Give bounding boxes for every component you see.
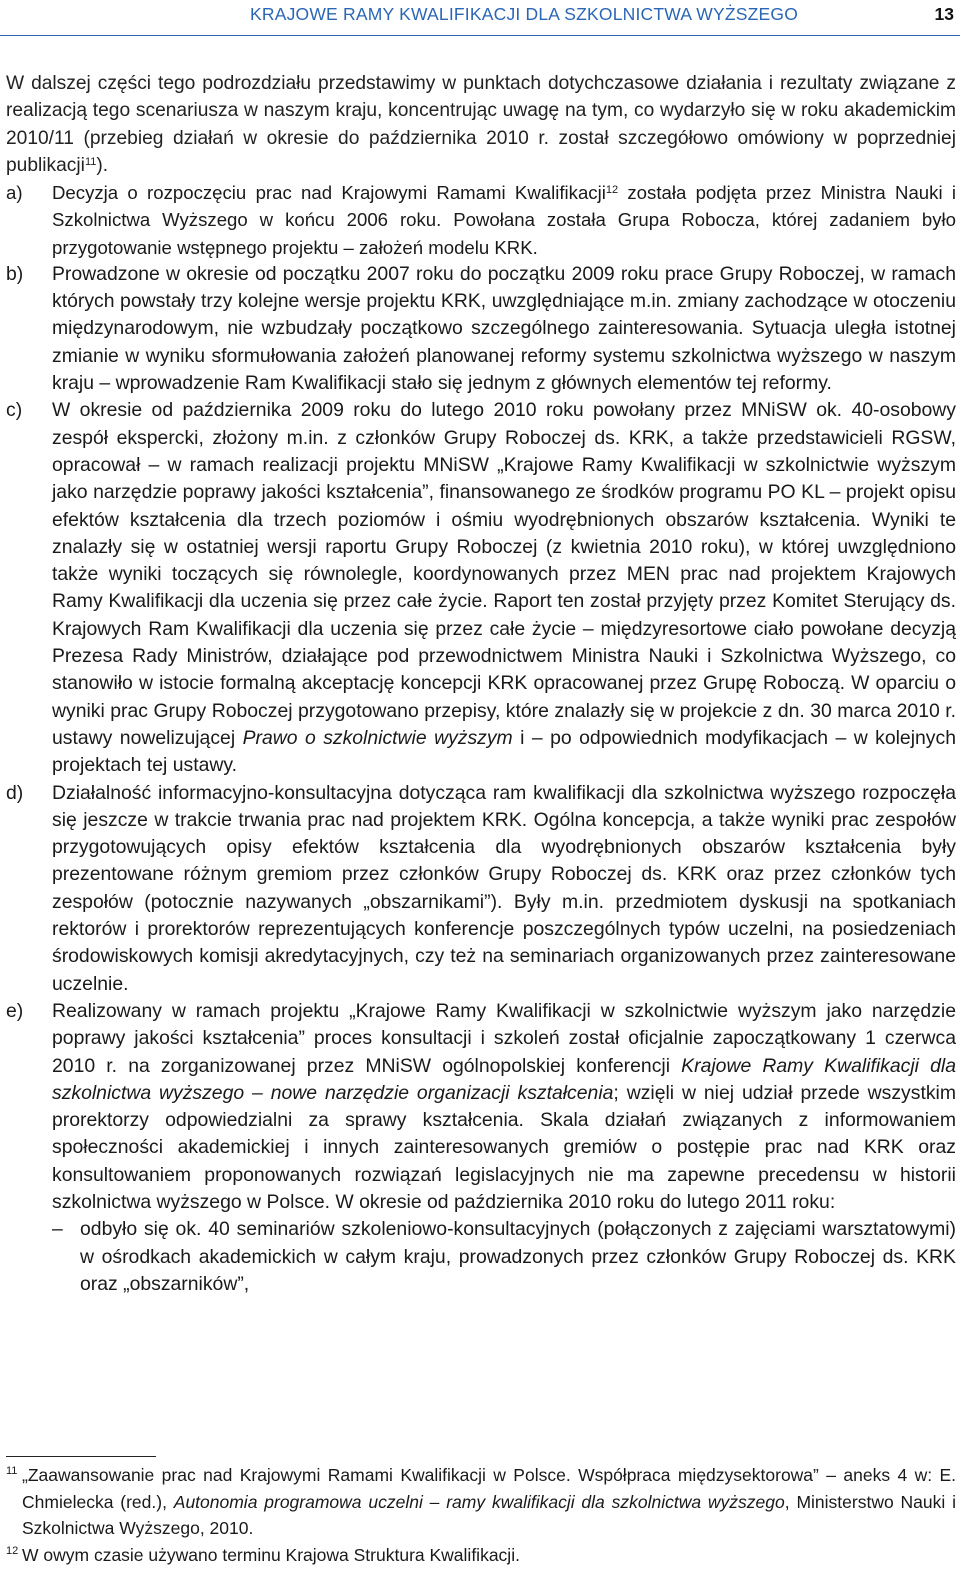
list-item-e [6,998,956,1216]
list-item-letter: c) [6,399,23,422]
list-item-text [52,1000,956,1213]
list-item-e-bullet [6,1216,956,1298]
list-item-d [6,780,956,998]
footnote-ref-12[interactable]: 12 [605,184,619,196]
list-item-b [6,261,956,397]
item-c-text-1: W okresie od października 2009 roku do lutego 2010 roku powołany przez MNiSW ok. 40-osobowy zespół ekspercki, złożony m.in. z członków Grupy Roboczej ds. KRK, a także przedstawicieli RGSW, opracował – w ramach realizacji projektu MNiSW „Krajowe Ramy Kwalifikacji w szkolnictwie wyższym jako narzędzie poprawy jakości kształcenia”, finansowanego ze środków programu PO KL – projekt opisu efektów kształcenia dla trzech poziomów i ośmiu wyodrębnionych obszarów kształcenia. Wyniki te znalazły się w ostatniej wersji raportu Grupy Roboczej (z kwietnia 2010 roku), w której uwzględniono także wyniki toczących się równolegle, koordynowanych przez MEN prac nad projektem Krajowych Ramy Kwalifikacji dla uczenia się przez całe życie. Raport ten został przyjęty przez Komitet Sterujący ds. Krajowych Ram Kwalifikacji dla uczenia się przez całe życie – międzyresortowe ciało powołane decyzją Prezesa Rady Ministrów, działające pod przewodnictwem Ministra Nauki i Szkolnictwa Wyższego, co stanowiło w istocie formalną akceptację koncepcji KRK opracowanej przez Grupę Roboczą. W oparciu o wyniki prac Grupy Roboczej przygotowano przepisy, które znalazły się w projekcie z dn. 30 marca 2010 r. ustawy nowelizującej [52,399,956,749]
footnote-divider [6,1456,156,1457]
running-header [0,0,960,36]
footnote-12 [6,1542,956,1569]
item-a-text-2: została podjęta przez Ministra Nauki i Szkolnictwa Wyższego w końcu 2006 roku. Powołana została Grupa Robocza, której zadaniem było przygotowanie wstępnego projektu – założeń modelu KRK. [52,182,956,258]
list-item-text [52,182,956,258]
header-divider [0,35,960,36]
list-item-letter: a) [6,182,23,203]
running-header-title: KRAJOWE RAMY KWALIFIKACJI DLA SZKOLNICTWA WYŻSZEGO [250,4,799,24]
item-c-italic-title: Prawo o szkolnictwie wyższym [242,726,513,749]
item-e-text-1: Realizowany w ramach projektu „Krajowe Ramy Kwalifikacji w szkolnictwie wyższym jako narzędzie poprawy jakości kształcenia” proces konsultacji i szkoleń został oficjalnie zapoczątkowany 1 czerwca 2010 r. na zorganizowanej przez MNiSW ogólnopolskiej konferencji [52,999,956,1077]
list-item-text: Prowadzone w okresie od początku 2007 roku do początku 2009 roku prace Grupy Roboczej, w ramach których powstały trzy kolejne wersje projektu KRK, uwzględniające m.in. zmiany zachodzące w otoczeniu międzynarodowym, nie wzbudzały początkowo szczególnego zainteresowania. Sytuacja uległa istotnej zmianie w wyniku sformułowania założeń planowanej reformy systemu szkolnictwa wyższego w naszym kraju – wprowadzenie Ram Kwalifikacji stało się jednym z głównych elementów tej reformy. [52,262,956,395]
footnote-11-text-2: , Ministerstwo Nauki i Szkolnictwa Wyższego, 2010. [22,1491,956,1539]
footnote-ref-11[interactable]: 11 [84,155,97,168]
footnote-12-text: W owym czasie używano terminu Krajowa Struktura Kwalifikacji. [22,1545,520,1566]
footnote-11 [6,1462,956,1542]
list-item-c [6,397,956,779]
footnotes [6,1462,956,1569]
bullet-dash: – [52,1218,63,1241]
item-c-text-2: i – po odpowiednich modyfikacjach – w kolejnych projektach tej ustawy. [52,726,956,777]
footnote-number: 11 [6,1465,18,1477]
list-item-letter: b) [6,262,24,285]
item-a-text-1: Decyzja o rozpoczęciu prac nad Krajowymi Ramami Kwalifikacji [52,182,606,203]
list-item-letter: e) [6,999,24,1022]
list-items [6,179,956,1298]
item-e-italic-title: Krajowe Ramy Kwalifikacji dla szkolnictwa wyższego – nowe narzędzie organizacji kształcenia [52,1054,956,1104]
list-item-a [6,179,956,261]
footnote-11-text [22,1465,956,1538]
bullet-text: odbyło się ok. 40 seminariów szkoleniowo-konsultacyjnych (połączonych z zajęciami warsztatowymi) w ośrodkach akademickich w całym kraju, prowadzonych przez członków Grupy Roboczej ds. KRK oraz „obszarników”, [80,1218,956,1295]
list-item-text [52,399,956,776]
item-e-text-2: ; wzięli w niej udział przede wszystkim prorektorzy odpowiedzialni za sprawy kształcenia. Skala działań związanych z informowaniem społeczności akademickiej i innych zainteresowanych gremiów o postępie prac nad KRK oraz konsultowaniem proponowanych rozwiązań legislacyjnych nie ma zapewne precedensu w historii szkolnictwa wyższego w Polsce. W okresie od października 2010 roku do lutego 2011 roku: [52,1081,956,1213]
list-item-letter: d) [6,781,24,804]
list-item-text: Działalność informacyjno-konsultacyjna dotycząca ram kwalifikacji dla szkolnictwa wyższego rozpoczęła się jeszcze w trakcie trwania prac nad projektem KRK. Ogólna koncepcja, a także wyniki prac zespołów przygotowujących opisy efektów kształcenia dla wyodrębnionych obszarów kształcenia były prezentowane różnym gremiom przez członków Grupy Roboczej ds. KRK oraz przez członków tych zespołów (potocznie nazywanych „obszarnikami”). Były m.in. przedmiotem dyskusji na spotkaniach rektorów i prorektorów reprezentujących konferencje poszczególnych typów uczelni, na posiedzeniach środowiskowych komisji akredytacyjnych, czy też na seminariach organizowanych przez zainteresowane uczelnie. [52,781,956,995]
footnote-number: 12 [6,1545,19,1558]
footnote-11-text-1: „Zaawansowanie prac nad Krajowymi Ramami Kwalifikacji w Polsce. Współpraca międzysektorowa” – aneks 4 w: E. Chmielecka (red.), [22,1465,956,1512]
intro-paragraph [6,70,956,179]
intro-text: W dalszej części tego podrozdziału przedstawimy w punktach dotychczasowe działania i rezultaty związane z realizacją tego scenariusza w naszym kraju, koncentrując uwagę na tym, co wydarzyło się w roku akademickim 2010/11 (przebieg działań w okresie do października 2010 r. został szczegółowo omówiony w poprzedniej publikacji [6,73,956,176]
page-number: 13 [934,4,954,24]
footnote-11-italic-title: Autonomia programowa uczelni – ramy kwalifikacji dla szkolnictwa wyższego [173,1491,785,1512]
intro-text-end: ). [96,154,109,176]
